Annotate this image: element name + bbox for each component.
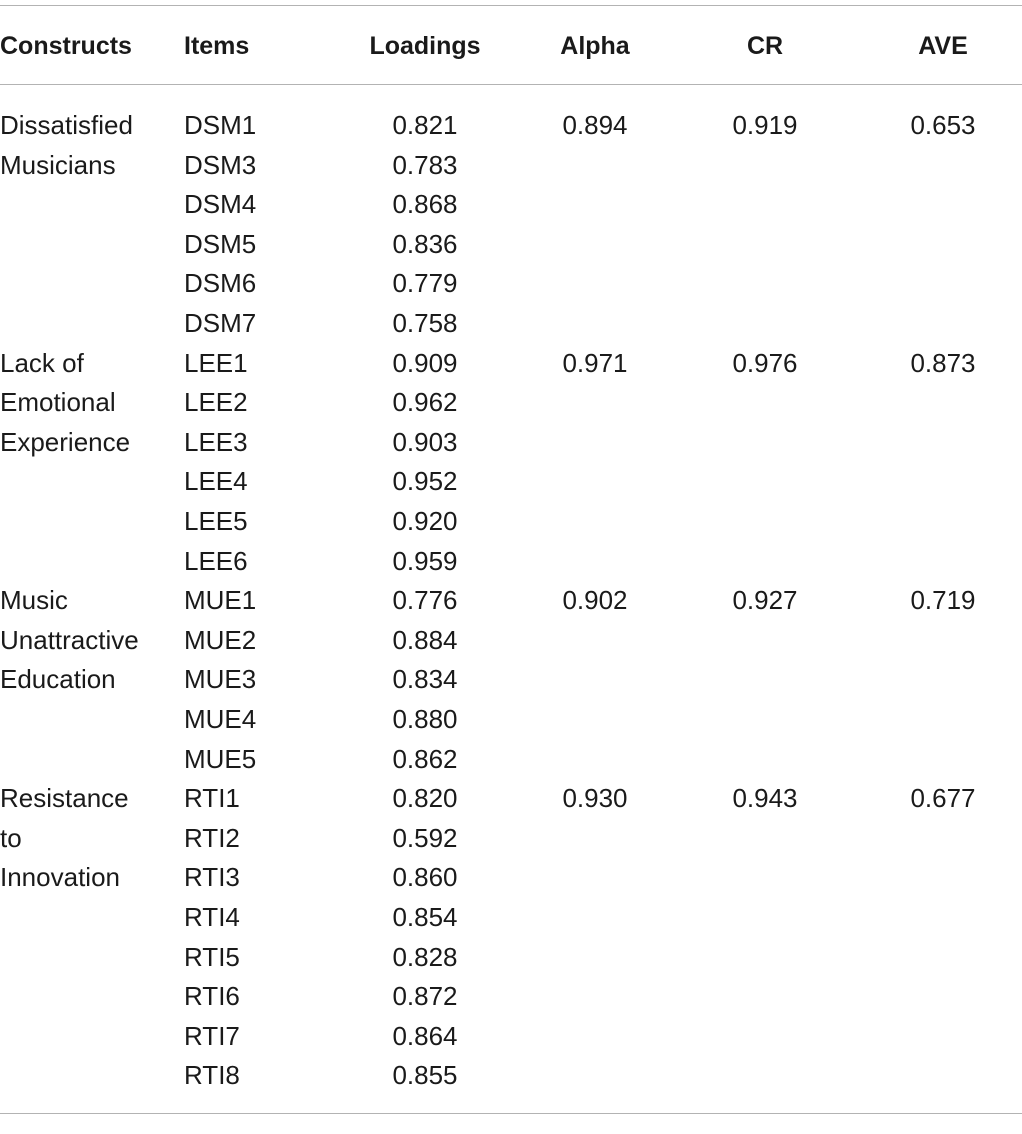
header-alpha: Alpha <box>560 32 630 60</box>
loading-value: 0.959 <box>392 545 458 576</box>
alpha-value: 0.902 <box>562 585 628 616</box>
construct-name-line: Lack of <box>0 347 84 378</box>
header-ave: AVE <box>918 32 968 60</box>
loading-value: 0.592 <box>392 822 458 853</box>
item-code: RTI8 <box>184 1060 240 1091</box>
header-constructs: Constructs <box>0 32 132 60</box>
ave-value: 0.719 <box>910 585 976 616</box>
loading-value: 0.952 <box>392 466 458 497</box>
construct-name-line: Musicians <box>0 149 116 180</box>
construct-name-line: Dissatisfied <box>0 110 133 140</box>
loading-value: 0.903 <box>392 426 458 457</box>
item-code: RTI1 <box>184 783 240 814</box>
construct-name-line: Experience <box>0 426 131 457</box>
item-code: DSM7 <box>184 308 257 338</box>
item-code: DSM3 <box>184 149 257 180</box>
loading-value: 0.820 <box>392 783 458 814</box>
item-code: DSM4 <box>184 189 257 220</box>
construct-name-line: Resistance <box>0 783 129 814</box>
header-items: Items <box>184 32 250 60</box>
item-code: RTI2 <box>184 822 240 853</box>
loading-value: 0.962 <box>392 387 458 418</box>
item-code: DSM1 <box>184 110 257 140</box>
item-code: MUE4 <box>184 704 257 734</box>
item-code: MUE2 <box>184 624 257 655</box>
item-code: RTI6 <box>184 981 240 1012</box>
loading-value: 0.864 <box>392 1020 458 1051</box>
loading-value: 0.880 <box>392 704 458 734</box>
construct-name-line: to <box>0 822 22 853</box>
cr-value: 0.919 <box>732 110 798 140</box>
item-code: DSM6 <box>184 268 257 299</box>
item-code: RTI3 <box>184 862 240 893</box>
construct-name-line: Music <box>0 585 68 616</box>
construct-name-line: Education <box>0 664 116 695</box>
loading-value: 0.854 <box>392 902 458 932</box>
table-top-rule <box>0 5 1022 6</box>
item-code: LEE6 <box>184 545 248 576</box>
item-code: DSM5 <box>184 228 257 259</box>
item-code: MUE1 <box>184 585 257 616</box>
construct-name-line: Unattractive <box>0 624 139 655</box>
loading-value: 0.834 <box>392 664 458 695</box>
item-code: LEE1 <box>184 347 248 378</box>
loading-value: 0.920 <box>392 506 458 536</box>
header-loadings: Loadings <box>369 32 481 60</box>
loading-value: 0.836 <box>392 228 458 259</box>
loading-value: 0.872 <box>392 981 458 1012</box>
loading-value: 0.909 <box>392 347 458 378</box>
item-code: RTI5 <box>184 941 240 972</box>
alpha-value: 0.930 <box>562 783 628 814</box>
loading-value: 0.776 <box>392 585 458 616</box>
loading-value: 0.758 <box>392 308 458 338</box>
loading-value: 0.828 <box>392 941 458 972</box>
loading-value: 0.868 <box>392 189 458 220</box>
loading-value: 0.779 <box>392 268 458 299</box>
alpha-value: 0.971 <box>562 347 628 378</box>
header-cr: CR <box>746 32 784 60</box>
alpha-value: 0.894 <box>562 110 628 140</box>
construct-name-line: Innovation <box>0 862 120 893</box>
loading-value: 0.855 <box>392 1060 458 1091</box>
construct-name-line: Emotional <box>0 387 116 418</box>
item-code: LEE4 <box>184 466 248 497</box>
loading-value: 0.860 <box>392 862 458 893</box>
item-code: LEE3 <box>184 426 248 457</box>
item-code: MUE3 <box>184 664 257 695</box>
item-code: MUE5 <box>184 743 257 774</box>
loading-value: 0.884 <box>392 624 458 655</box>
table-bottom-rule <box>0 1113 1022 1114</box>
loading-value: 0.783 <box>392 149 458 180</box>
cr-value: 0.927 <box>732 585 798 616</box>
item-code: RTI4 <box>184 902 240 932</box>
ave-value: 0.653 <box>910 110 976 140</box>
item-code: LEE5 <box>184 506 248 536</box>
ave-value: 0.677 <box>910 783 976 814</box>
cr-value: 0.976 <box>732 347 798 378</box>
loading-value: 0.821 <box>392 110 458 140</box>
item-code: RTI7 <box>184 1020 240 1051</box>
ave-value: 0.873 <box>910 347 976 378</box>
loading-value: 0.862 <box>392 743 458 774</box>
table-header-rule <box>0 84 1022 85</box>
item-code: LEE2 <box>184 387 248 418</box>
cr-value: 0.943 <box>732 783 798 814</box>
